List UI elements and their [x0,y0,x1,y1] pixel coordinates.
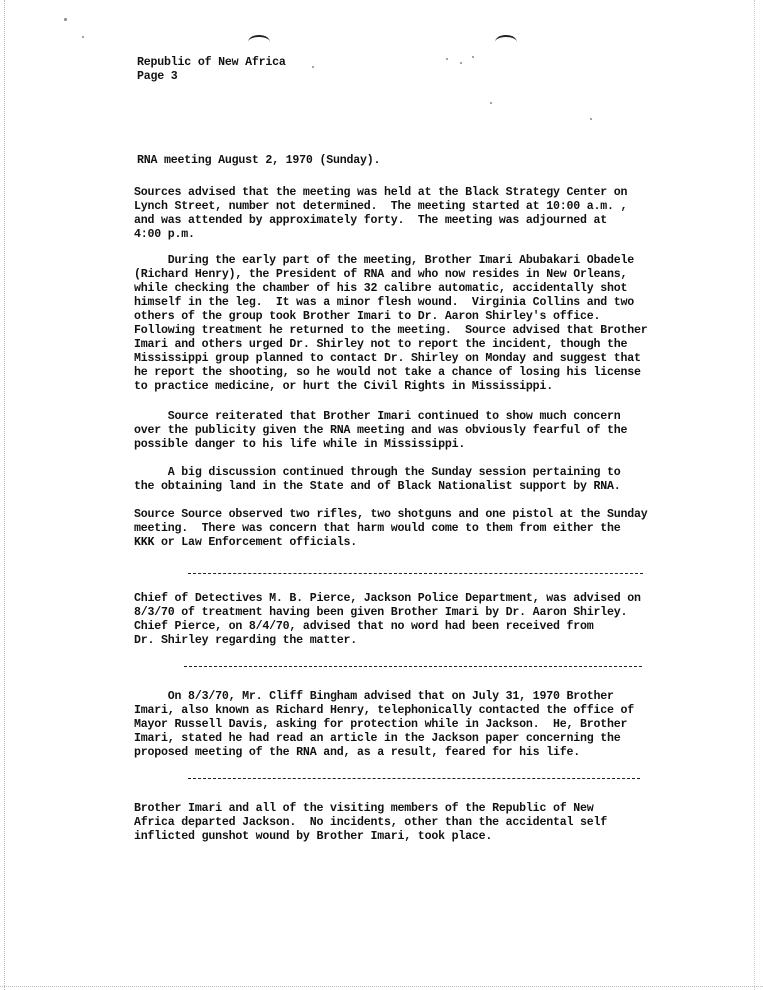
speck [590,118,592,120]
text-line: he report the shooting, so he would not take a chance of losing his license [134,366,641,379]
text-line: KKK or Law Enforcement officials. [134,536,357,549]
text-line: himself in the leg. It was a minor flesh wound. Virginia Collins and two [134,296,635,309]
text-line: possible danger to his life while in Mississippi. [134,438,466,451]
text-line: Imari and others urged Dr. Shirley not to report the incident, though the [134,338,628,351]
text-line: (Richard Henry), the President of RNA and who now resides in New Orleans, [134,268,628,281]
text-line: over the publicity given the RNA meeting and was obviously fearful of the [134,424,628,437]
header-org: Republic of New Africa [137,56,286,69]
header-page: Page 3 [137,70,178,83]
dashed-separator [184,666,642,667]
text-line: Mississippi group planned to contact Dr. Shirley on Monday and suggest that [134,352,641,365]
text-line: proposed meeting of the RNA and, as a result, feared for his life. [134,746,580,759]
text-line: During the early part of the meeting, Brother Imari Abubakari Obadele [134,254,635,267]
punch-mark-right [495,35,517,49]
text-line: others of the group took Brother Imari to Dr. Aaron Shirley's office. [134,310,601,323]
speck [64,18,67,21]
text-line: Brother Imari and all of the visiting members of the Republic of New [134,802,594,815]
text-line: Sources advised that the meeting was held at the Black Strategy Center on [134,186,628,199]
text-line: Dr. Shirley regarding the matter. [134,634,357,647]
dashed-separator [188,778,640,779]
speck [82,36,84,38]
text-line: Imari, also known as Richard Henry, telephonically contacted the office of [134,704,635,717]
bottom-edge-artifact [0,986,763,987]
speck [446,58,448,60]
text-line: Lynch Street, number not determined. The meeting started at 10:00 a.m. , [134,200,628,213]
speck [472,56,474,58]
text-line: Chief of Detectives M. B. Pierce, Jackson Police Department, was advised on [134,592,641,605]
text-line: the obtaining land in the State and of Black Nationalist support by RNA. [134,480,621,493]
speck [312,66,314,68]
text-line: Following treatment he returned to the meeting. Source advised that Brother [134,324,648,337]
text-line: meeting. There was concern that harm would come to them from either the [134,522,621,535]
text-line: inflicted gunshot wound by Brother Imari, took place. [134,830,493,843]
text-line: 8/3/70 of treatment having been given Brother Imari by Dr. Aaron Shirley. [134,606,628,619]
text-line: and was attended by approximately forty. The meeting was adjourned at [134,214,608,227]
text-line: A big discussion continued through the Sunday session pertaining to [134,466,621,479]
punch-mark-left [248,35,270,49]
text-line: Source reiterated that Brother Imari continued to show much concern [134,410,621,423]
text-line: 4:00 p.m. [134,228,195,241]
text-line: Africa departed Jackson. No incidents, other than the accidental self [134,816,608,829]
text-line: Chief Pierce, on 8/4/70, advised that no word had been received from [134,620,594,633]
meeting-title: RNA meeting August 2, 1970 (Sunday). [137,154,381,167]
text-line: Imari, stated he had read an article in the Jackson paper concerning the [134,732,621,745]
text-line: On 8/3/70, Mr. Cliff Bingham advised that on July 31, 1970 Brother [134,690,614,703]
left-edge-artifact [4,0,7,990]
speck [460,62,462,64]
text-line: to practice medicine, or hurt the Civil Rights in Mississippi. [134,380,553,393]
text-line: Mayor Russell Davis, asking for protection while in Jackson. He, Brother [134,718,628,731]
speck [490,102,492,104]
dashed-separator [188,573,643,574]
right-edge-artifact [754,0,757,990]
text-line: while checking the chamber of his 32 calibre automatic, accidentally shot [134,282,628,295]
text-line: Source Source observed two rifles, two shotguns and one pistol at the Sunday [134,508,648,521]
